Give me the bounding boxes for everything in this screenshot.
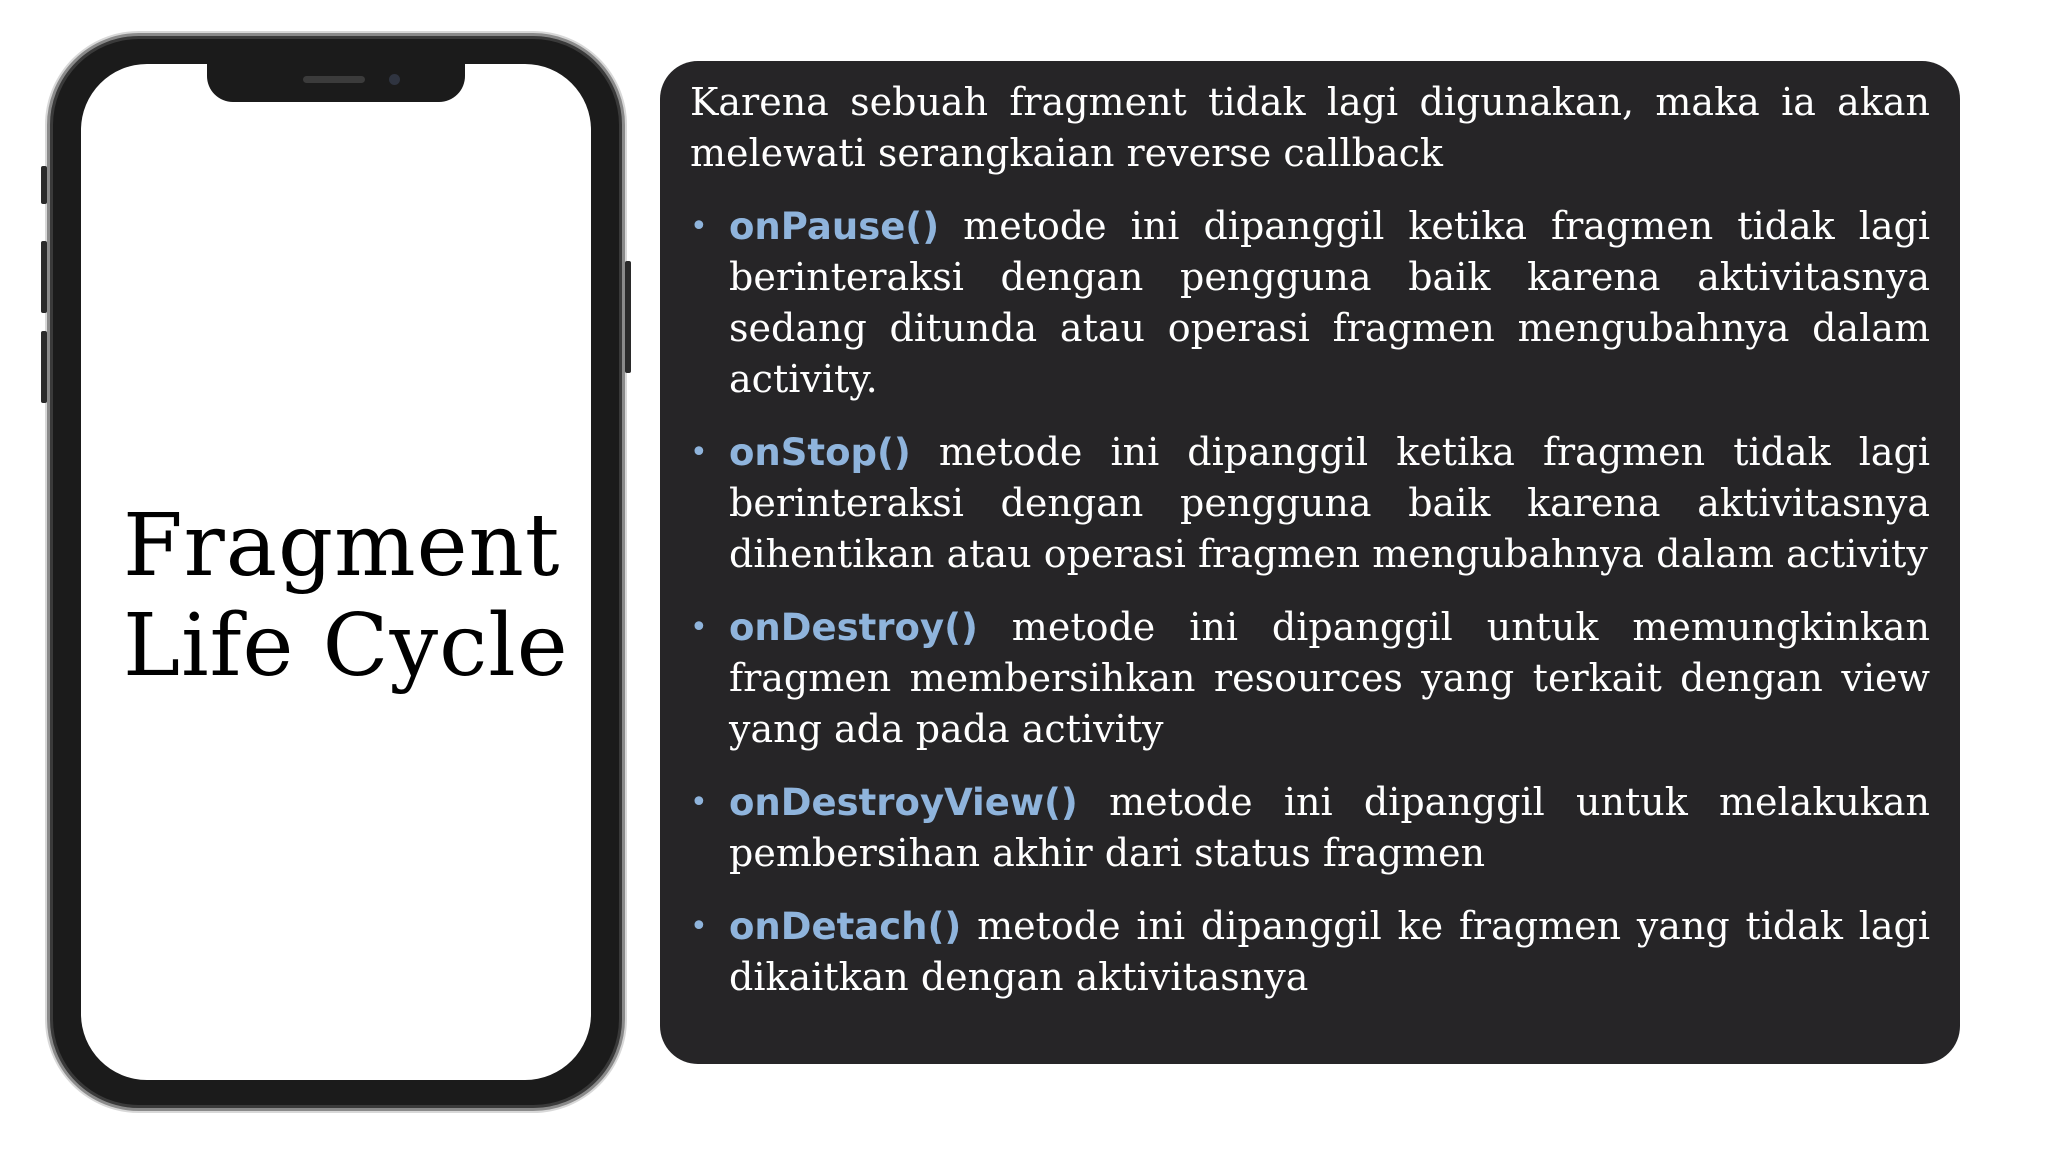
method-description: metode ini dipanggil untuk memungkinkan fragmen membersihkan resources yang terkait dengan view yang ada pada activity [729, 605, 1930, 751]
phone-screen [81, 64, 591, 1080]
slide-title [123, 496, 591, 696]
method-description: metode ini dipanggil untuk melakukan pembersihan akhir dari status fragmen [729, 780, 1930, 875]
list-item [690, 427, 1930, 580]
method-description: metode ini dipanggil ketika fragmen tidak lagi berinteraksi dengan pengguna baik karena aktivitasnya dihentikan atau operasi fragmen mengubahnya dalam activity [729, 430, 1930, 576]
slide-title-line-2: Life Cycle [123, 596, 569, 696]
speaker-icon [303, 76, 365, 83]
phone-mute-switch [41, 166, 47, 204]
camera-icon [389, 74, 400, 85]
phone-notch [207, 64, 465, 102]
phone-volume-down-button [41, 331, 47, 403]
bullet-icon: • [690, 209, 708, 244]
content-panel [660, 61, 1960, 1064]
method-description: metode ini dipanggil ke fragmen yang tidak lagi dikaitkan dengan aktivitasnya [729, 904, 1930, 999]
list-item [690, 201, 1930, 405]
callback-list [690, 201, 1930, 1003]
method-description: metode ini dipanggil ketika fragmen tidak lagi berinteraksi dengan pengguna baik karena aktivitasnya sedang ditunda atau operasi fragmen mengubahnya dalam activity. [729, 204, 1930, 401]
method-name: onDestroy() [729, 606, 978, 649]
slide-title-line-1: Fragment [123, 496, 561, 596]
method-name: onDestroyView() [729, 781, 1078, 824]
phone-mockup [47, 33, 625, 1111]
bullet-icon: • [690, 610, 708, 645]
phone-power-button [625, 261, 631, 373]
method-name: onDetach() [729, 905, 962, 948]
bullet-icon: • [690, 435, 708, 470]
list-item [690, 901, 1930, 1003]
method-name: onPause() [729, 205, 940, 248]
phone-volume-up-button [41, 241, 47, 313]
intro-text: Karena sebuah fragment tidak lagi digunakan, maka ia akan melewati serangkaian reverse callback [690, 80, 1930, 175]
bullet-icon: • [690, 909, 708, 944]
method-name: onStop() [729, 431, 911, 474]
list-item [690, 602, 1930, 755]
list-item [690, 777, 1930, 879]
bullet-icon: • [690, 785, 708, 820]
